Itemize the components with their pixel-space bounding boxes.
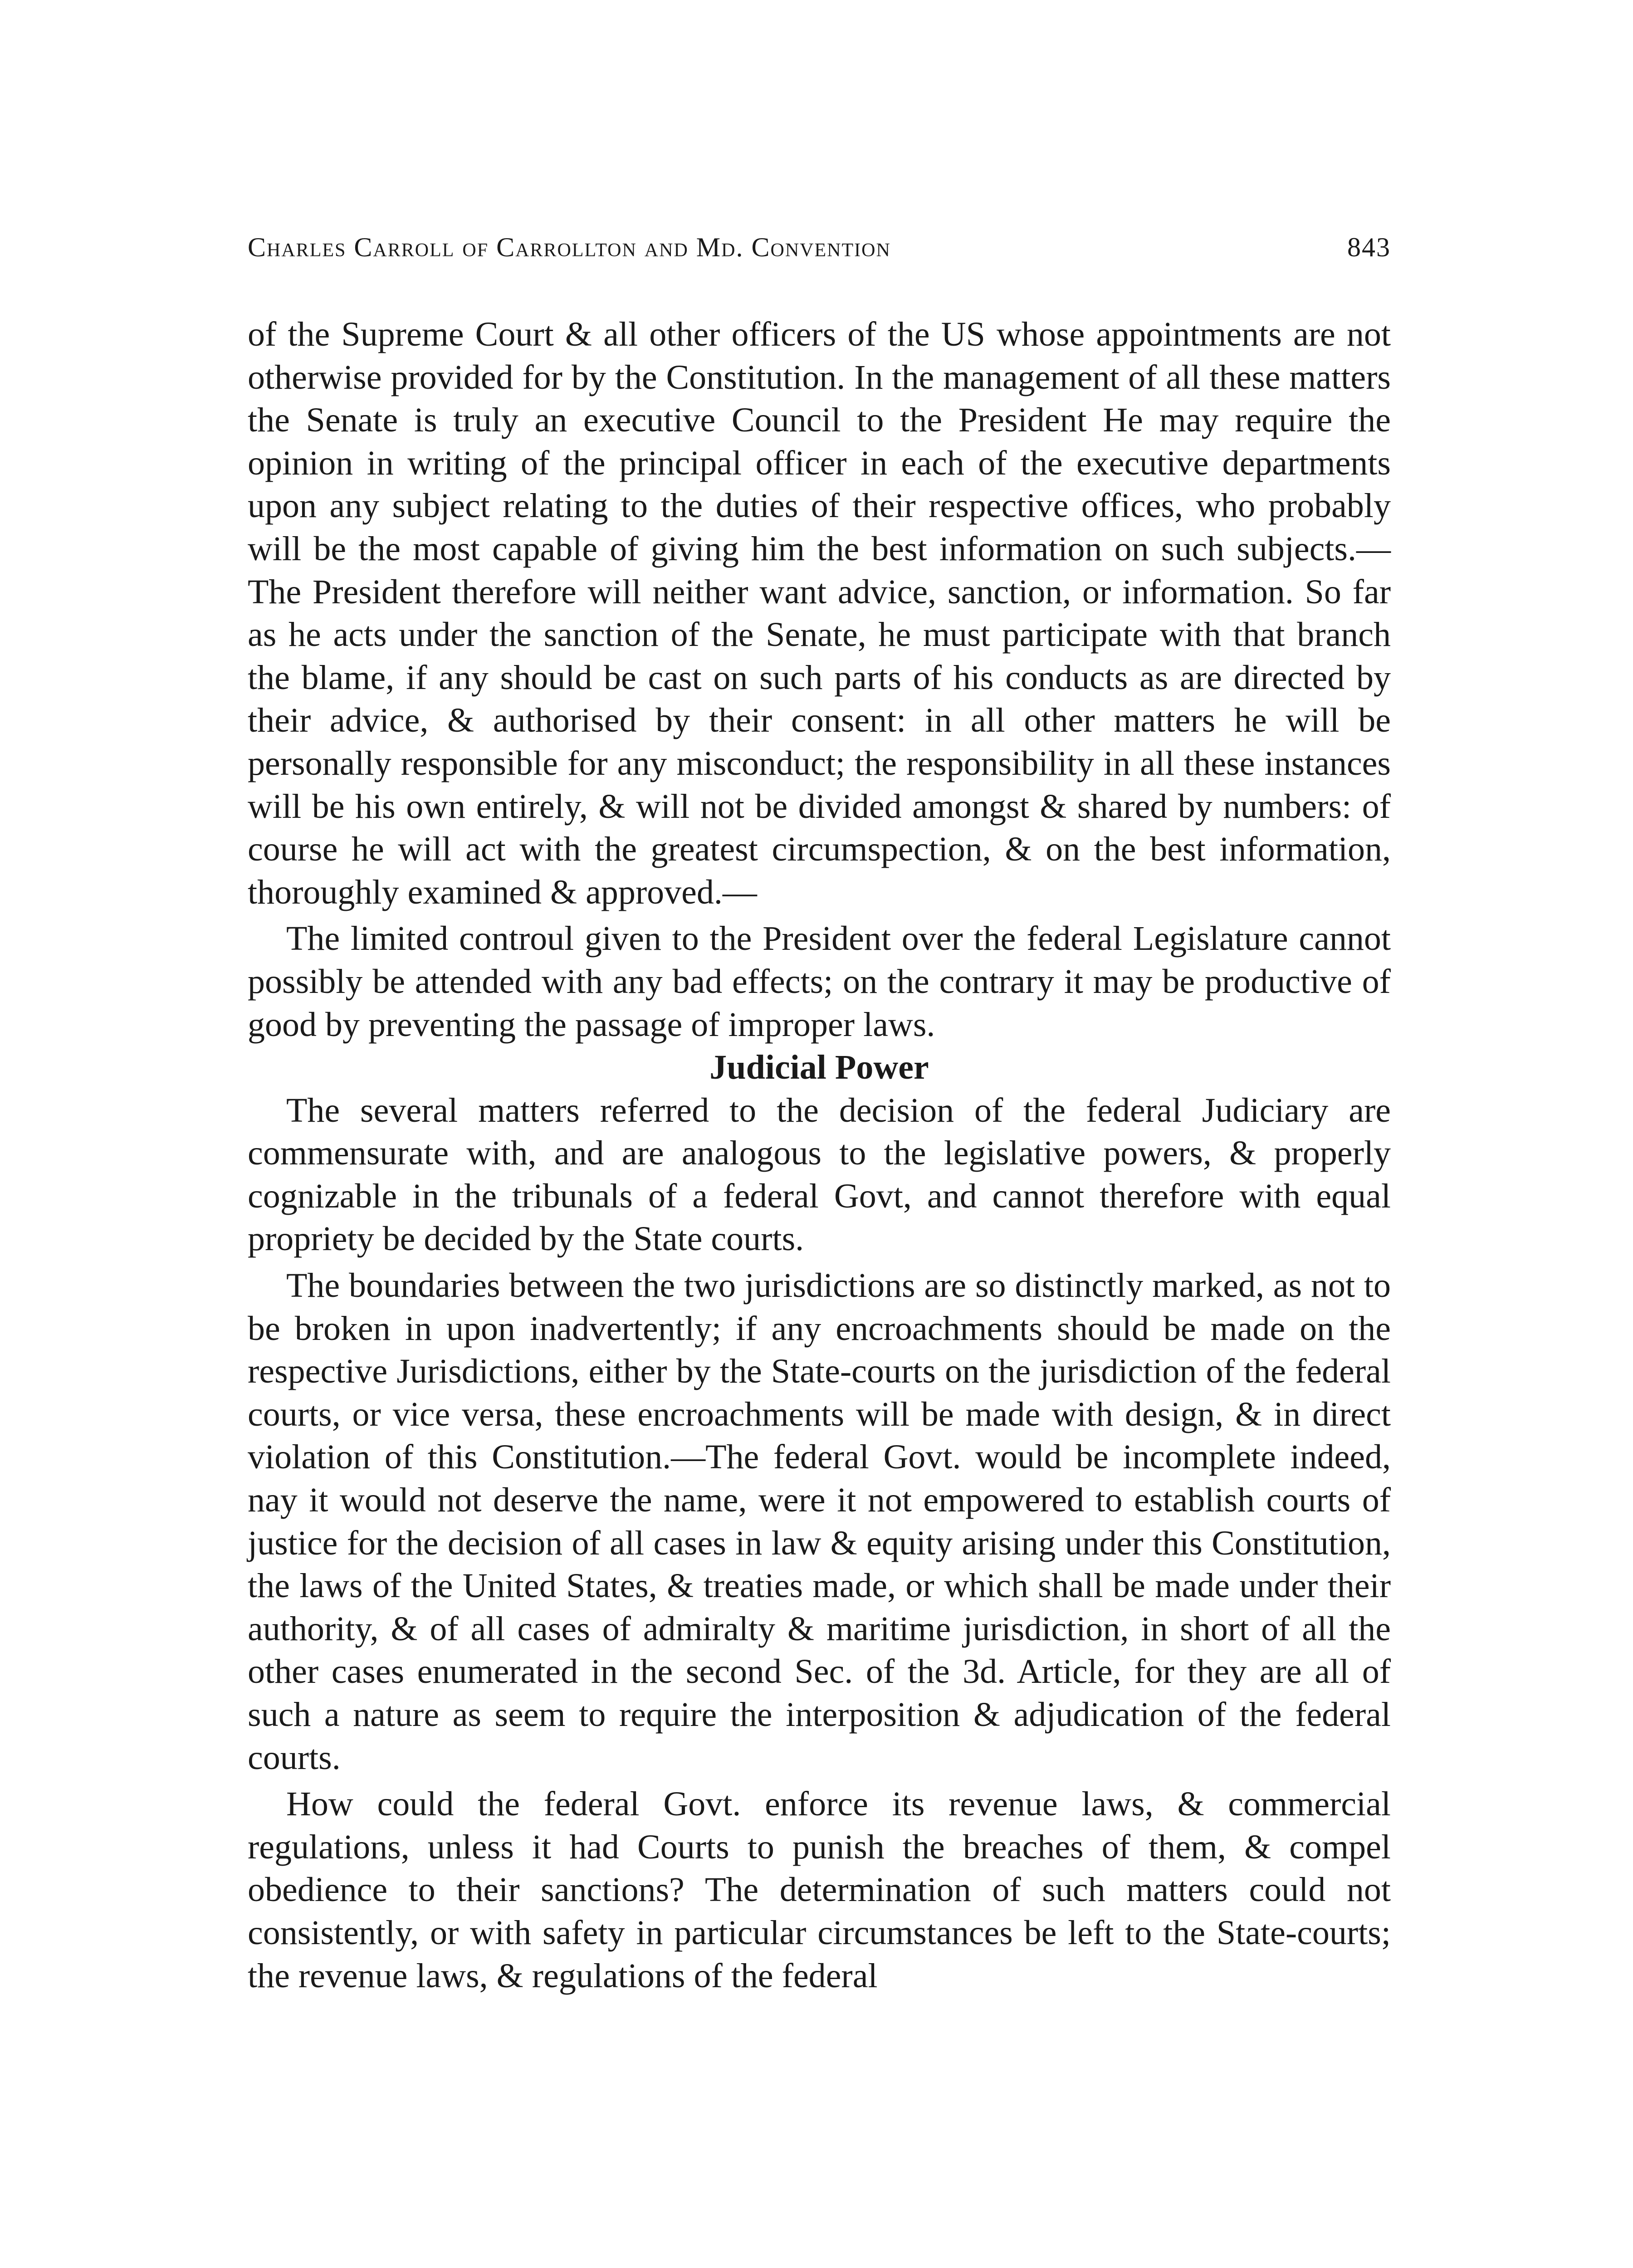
paragraph-5: How could the federal Govt. enforce its revenue laws, & commercial regulations, unless it had Courts to punish the breaches of them, & compel obedience to their sanctions? The determination of such matters could not consistently, or with safety in particular circumstances be left to the State-courts; the revenue laws, & regulations of the federal: [248, 1785, 1391, 1995]
paragraph-4: The boundaries between the two jurisdictions are so distinctly marked, as not to be broken in upon inadvertently; if any encroachments should be made on the respective Jurisdictions, either by the State-courts on the jurisdiction of the federal courts, or vice versa, these encroachments will be made with design, & in direct violation of this Constitution.—The federal Govt. would be incomplete indeed, nay it would not deserve the name, were it not empowered to establish courts of justice for the decision of all cases in law & equity arising under this Constitution, the laws of the United States, & treaties made, or which shall be made under their authority, & of all cases of admiralty & maritime jurisdiction, in short of all the other cases enumerated in the second Sec. of the 3d. Article, for they are all of such a nature as seem to require the interposition & adjudication of the federal courts.: [248, 1266, 1391, 1777]
paragraph-1: of the Supreme Court & all other officers of the US whose appointments are not otherwise provided for by the Constitution. In the management of all these matters the Senate is truly an executive Council to the President He may require the opinion in writing of the principal officer in each of the executive departments upon any subject relating to the duties of their respective offices, who probably will be the most capable of giving him the best information on such subjects.—The President therefore will neither want advice, sanction, or information. So far as he acts under the sanction of the Senate, he must participate with that branch the blame, if any should be cast on such parts of his conducts as are directed by their advice, & authorised by their consent: in all other matters he will be personally responsible for any misconduct; the responsibility in all these instances will be his own entirely, & will not be divided amongst & shared by numbers: of course he will act with the greatest circumspection, & on the best information, thoroughly examined & approved.—: [248, 315, 1391, 911]
page-number: 843: [1347, 232, 1391, 262]
section-heading: Judicial Power: [709, 1048, 929, 1087]
body-text: [248, 313, 1391, 1997]
running-head: [248, 229, 1391, 265]
paragraph-2: The limited controul given to the President over the federal Legislature cannot possibly be attended with any bad effects; on the contrary it may be productive of good by preventing the passage of improper laws.: [248, 919, 1391, 1044]
paragraph-3: The several matters referred to the decision of the federal Judiciary are commensurate with, and are analogous to the legislative powers, & properly cognizable in the tribunals of a federal Govt, and cannot therefore with equal propriety be decided by the State courts.: [248, 1091, 1391, 1258]
running-head-title: Charles Carroll of Carrollton and Md. Convention: [248, 232, 891, 262]
